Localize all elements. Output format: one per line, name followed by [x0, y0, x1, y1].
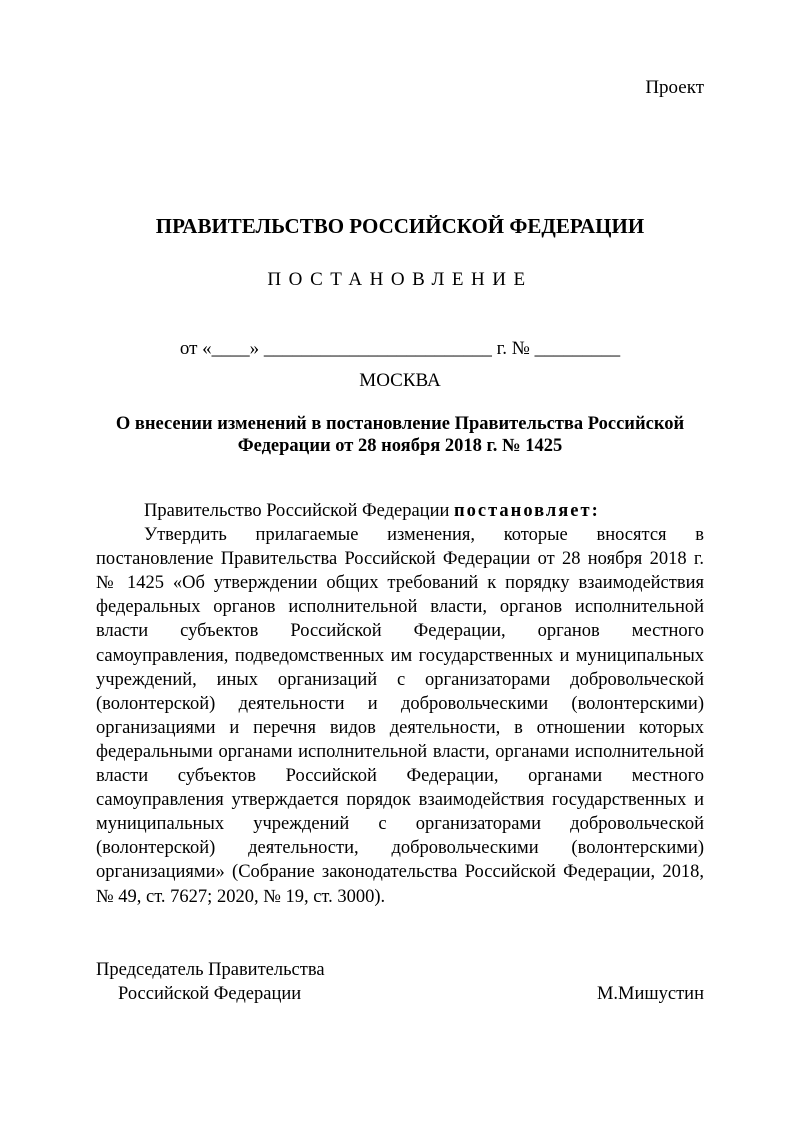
- city-name: МОСКВА: [359, 370, 441, 391]
- signer-name: М.Мишустин: [596, 984, 704, 1004]
- government-title: ПРАВИТЕЛЬСТВО РОССИЙСКОЙ ФЕДЕРАЦИИ: [155, 214, 645, 238]
- signature-block: [96, 958, 704, 1006]
- signer-position-line-1: Председатель Правительства: [96, 960, 325, 980]
- main-paragraph: Утвердить прилагаемые изменения, которые вносятся в постановление Правительства Российской Федерации от 28 ноября 2018 г. № 1425 «Об утверждении общих требований к порядку взаимодействия федеральных органов исполнительной власти, органов исполнительной власти субъектов Российской Федерации, органов местного самоуправления, подведомственных им государственных и муниципальных учреждений, иных организаций с организаторами добровольческой (волонтерской) деятельности и добровольческими (волонтерскими) организациями и перечня видов деятельности, в отношении которых федеральными органами исполнительной власти, органами исполнительной власти субъектов Российской Федерации, органами местного самоуправления утверждается порядок взаимодействия государственных и муниципальных учреждений с организаторами добровольческой (волонтерской) деятельности, добровольческими (волонтерскими) организациями» (Собрание законодательства Российской Федерации, 2018, № 49, ст. 7627; 2020, № 19, ст. 3000).: [96, 525, 704, 907]
- subject-line-2: Федерации от 28 ноября 2018 г. № 1425: [237, 436, 563, 456]
- decree-word: постановляет:: [454, 501, 600, 521]
- document-subject: [96, 413, 704, 457]
- document-body: [96, 499, 704, 909]
- intro-paragraph: [96, 499, 704, 523]
- intro-text: Правительство Российской Федерации: [144, 501, 450, 521]
- subject-line-1: О внесении изменений в постановление Правительства Российской: [115, 414, 685, 434]
- signer-position-line-2: Российской Федерации: [118, 984, 302, 1004]
- draft-mark: Проект: [645, 77, 704, 98]
- document-kind: ПОСТАНОВЛЕНИЕ: [267, 269, 533, 290]
- date-number-line: от «____» ________________________ г. № _________: [179, 338, 621, 359]
- signature-row: [96, 982, 704, 1006]
